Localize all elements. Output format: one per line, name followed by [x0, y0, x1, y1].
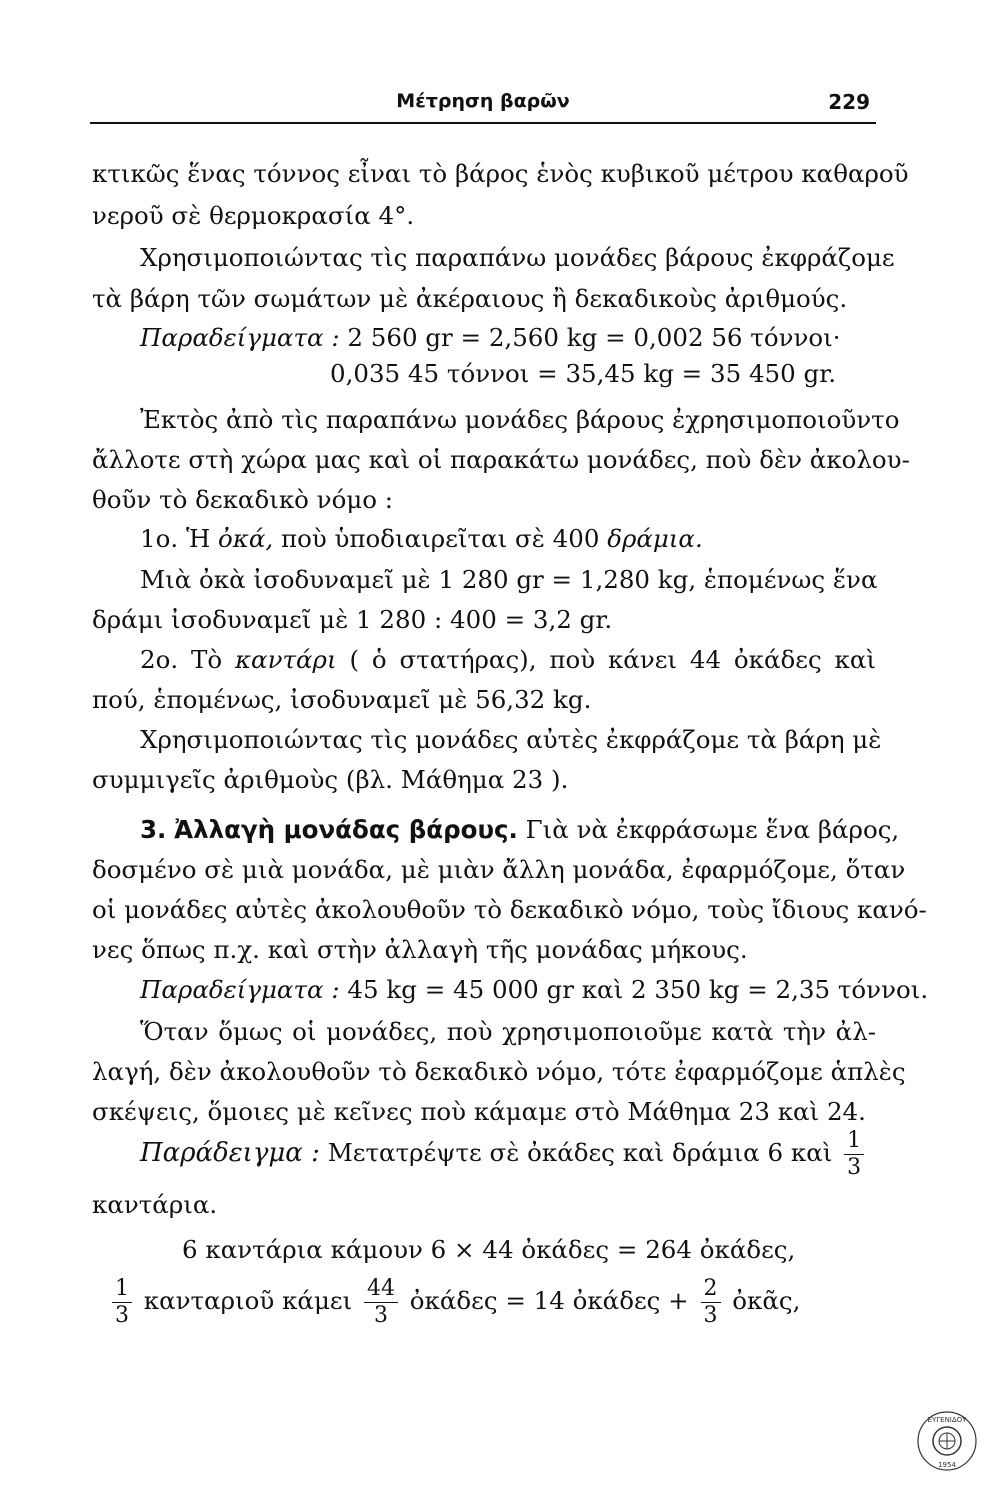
calc-text-3: ὀκᾶς,: [732, 1286, 801, 1315]
p5-line1: Χρησιμοποιώντας τὶς μονάδες αὐτὲς ἐκφράζομε τὰ βάρη μὲ: [140, 725, 882, 754]
section-3-line1-rest: Γιὰ νὰ ἐκφράσωμε ἕνα βάρος,: [525, 815, 900, 844]
calc-fraction-2-num: 44: [366, 1276, 395, 1301]
fraction-denominator: 3: [844, 1154, 864, 1179]
item-1-term-dramia: δράμια.: [607, 524, 703, 553]
section-3-line1: [140, 813, 900, 847]
item-2-term-kantari: καντάρι: [234, 645, 337, 674]
example-3-label: Παράδειγμα :: [140, 1138, 320, 1168]
example-3: [140, 1130, 876, 1180]
item-1-pre: Ἡ: [185, 524, 211, 553]
p6-line2: λαγή, δὲν ἀκολουθοῦν τὸ δεκαδικὸ νόμο, τότε ἐφαρμόζομε ἁπλὲς: [92, 1057, 906, 1086]
example-2: [140, 973, 929, 1007]
page-header: [90, 88, 876, 124]
example-1-label: Παραδείγματα :: [140, 323, 340, 352]
p3-line1: Ἐκτὸς ἀπὸ τὶς παραπάνω μονάδες βάρους ἐχρησιμοποιοῦντο: [140, 405, 900, 434]
p4-line1: Μιὰ ὀκὰ ἰσοδυναμεῖ μὲ 1 280 gr = 1,280 kg, ἑπομένως ἕνα: [140, 565, 878, 594]
item-1-number: 1ο.: [140, 524, 179, 553]
fraction-one-third: [844, 1130, 864, 1179]
example-3-text: Μετατρέψτε σὲ ὀκάδες καὶ δράμια 6 καὶ: [327, 1138, 833, 1167]
svg-text:ΕΥΓΕΝΙΔΟΥ: ΕΥΓΕΝΙΔΟΥ: [927, 1416, 967, 1424]
calc-fraction-1-num: 1: [115, 1276, 129, 1301]
item-1: [140, 522, 876, 556]
example-1-text1: 2 560 gr = 2,560 kg = 0,002 56 τόννοι·: [347, 323, 841, 352]
calc-fraction-3-num: 2: [703, 1276, 718, 1301]
item-2-number: 2ο.: [140, 645, 179, 674]
p1-line1: κτικῶς ἕνας τόννος εἶναι τὸ βάρος ἑνὸς κυβικοῦ μέτρου καθαροῦ: [92, 159, 909, 188]
section-3-line3: οἱ μονάδες αὐτὲς ἀκολουθοῦν τὸ δεκαδικὸ νόμο, τοὺς ἴδιους κανό-: [92, 895, 927, 924]
section-3-title: Ἀλλαγὴ μονάδας βάρους.: [174, 815, 518, 844]
item-2-rest: ( ὁ στατήρας), ποὺ κάνει 44 ὀκάδες καὶ: [349, 645, 876, 674]
running-title: Μέτρηση βαρῶν: [396, 90, 570, 112]
calc-fraction-2-den: 3: [364, 1302, 398, 1327]
example-1-line2: 0,035 45 τόννοι = 35,45 kg = 35 450 gr.: [330, 359, 837, 388]
p5-line2: συμμιγεῖς ἀριθμοὺς (βλ. Μάθημα 23 ).: [92, 765, 569, 794]
fraction-numerator: 1: [847, 1128, 862, 1153]
example-2-text: 45 kg = 45 000 gr καὶ 2 350 kg = 2,35 τόννοι.: [347, 975, 929, 1004]
p2-line2: τὰ βάρη τῶν σωμάτων μὲ ἀκέραιους ἢ δεκαδικοὺς ἀριθμούς.: [92, 284, 848, 313]
p2-line1: Χρησιμοποιώντας τὶς παραπάνω μονάδες βάρους ἐκφράζομε: [140, 243, 895, 272]
calc-text-2: ὀκάδες = 14 ὀκάδες +: [409, 1286, 689, 1315]
p6-line3: σκέψεις, ὅμοιες μὲ κεῖνες ποὺ κάμαμε στὸ Μάθημα 23 καὶ 24.: [92, 1097, 866, 1126]
item-1-mid: ποὺ ὑποδιαιρεῖται σὲ 400: [281, 524, 600, 553]
section-3-line2: δοσμένο σὲ μιὰ μονάδα, μὲ μιὰν ἄλλη μονάδα, ἐφαρμόζομε, ὅταν: [92, 855, 906, 884]
p1-line2: νεροῦ σὲ θερμοκρασία 4°.: [92, 201, 415, 230]
section-3-number: 3.: [140, 815, 167, 844]
svg-text:1954: 1954: [938, 1461, 956, 1469]
foundation-seal-icon: [916, 1410, 978, 1472]
p4-line2: δράμι ἰσοδυναμεῖ μὲ 1 280 : 400 = 3,2 gr.: [92, 605, 613, 634]
page-number: 229: [828, 90, 870, 114]
item-1-term-oka: ὀκά,: [218, 524, 274, 553]
item-2-pre: Τὸ: [191, 645, 223, 674]
example-3-line2: καντάρια.: [92, 1190, 218, 1219]
calc-text-1: κανταριοῦ κάμει: [143, 1286, 353, 1315]
section-3-line4: νες ὅπως π.χ. καὶ στὴν ἀλλαγὴ τῆς μονάδας μήκους.: [92, 935, 748, 964]
p3-line3: θοῦν τὸ δεκαδικὸ νόμο :: [92, 485, 394, 514]
calc-line2: [108, 1278, 876, 1334]
example-2-label: Παραδείγματα :: [140, 975, 340, 1004]
calc-fraction-1-den: 3: [112, 1302, 132, 1327]
calc-fraction-2: [364, 1278, 398, 1327]
p3-line2: ἄλλοτε στὴ χώρα μας καὶ οἱ παρακάτω μονάδες, ποὺ δὲν ἀκολου-: [92, 445, 910, 474]
p6-line1: Ὅταν ὅμως οἱ μονάδες, ποὺ χρησιμοποιοῦμε κατὰ τὴν ἀλ-: [140, 1017, 876, 1046]
calc-fraction-3: [701, 1278, 721, 1327]
item-2: [140, 643, 876, 677]
calc-fraction-1: [112, 1278, 132, 1327]
item-2-line2: πού, ἑπομένως, ἰσοδυναμεῖ μὲ 56,32 kg.: [92, 685, 592, 714]
calc-fraction-3-den: 3: [701, 1302, 721, 1327]
example-1-line1: [140, 321, 876, 355]
calc-line1: 6 καντάρια κάμουν 6 × 44 ὀκάδες = 264 ὀκάδες,: [182, 1235, 796, 1264]
